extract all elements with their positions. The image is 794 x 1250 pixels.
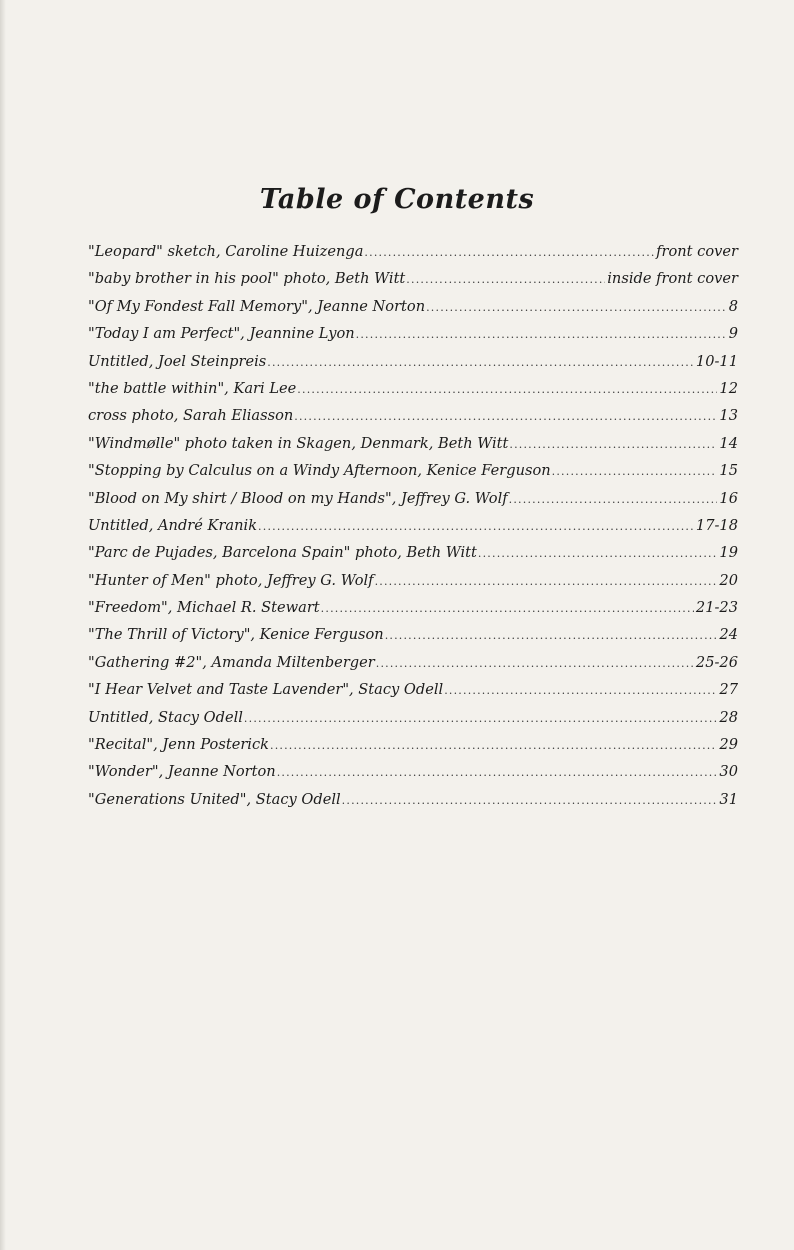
toc-entry xyxy=(88,709,738,736)
toc-entry xyxy=(88,298,738,325)
entry-title: "Recital", Jenn Posterick xyxy=(88,736,269,754)
dot-leader xyxy=(267,356,694,369)
entry-title: "Wonder", Jeanne Norton xyxy=(88,763,276,781)
toc-entry xyxy=(88,791,738,818)
page-title: Table of Contents xyxy=(259,184,535,216)
page-number: front cover xyxy=(656,243,738,260)
dot-leader xyxy=(509,438,717,451)
entry-title: "Generations United", Stacy Odell xyxy=(88,790,341,808)
dot-leader xyxy=(385,629,718,642)
entry-title: "Freedom", Michael R. Stewart xyxy=(88,599,320,617)
dot-leader xyxy=(244,712,718,725)
page-number: 9 xyxy=(728,325,738,343)
dot-leader xyxy=(426,301,727,314)
toc-entry xyxy=(88,517,738,544)
entry-title: Untitled, André Kranik xyxy=(88,516,258,534)
entry-title: "The Thrill of Victory", Kenice Ferguson xyxy=(88,626,384,644)
dot-leader xyxy=(356,328,727,341)
toc-entry xyxy=(88,654,738,681)
page-number: 8 xyxy=(728,297,738,315)
dot-leader xyxy=(277,766,718,779)
page-number: 21-23 xyxy=(695,599,738,617)
table-of-contents xyxy=(88,243,738,818)
entry-title: "Windmølle" photo taken in Skagen, Denmark, Beth Witt xyxy=(88,434,509,452)
entry-title: cross photo, Sarah Eliasson xyxy=(88,407,294,425)
toc-entry xyxy=(88,599,738,626)
entry-title: "Stopping by Calculus on a Windy Afternoon, Kenice Ferguson xyxy=(88,462,551,480)
entry-title: Untitled, Joel Steinpreis xyxy=(88,352,267,370)
entry-title: Untitled, Stacy Odell xyxy=(88,708,243,726)
entry-title: "Parc de Pujades, Barcelona Spain" photo, Beth Witt xyxy=(88,544,477,562)
page-number: 14 xyxy=(719,434,738,452)
toc-entry xyxy=(88,462,738,489)
dot-leader xyxy=(375,575,718,588)
page-number: inside front cover xyxy=(607,270,738,288)
dot-leader xyxy=(321,602,694,615)
dot-leader xyxy=(552,465,718,478)
entry-title: "Leopard" sketch, Caroline Huizenga xyxy=(88,243,364,260)
page-number: 29 xyxy=(719,736,738,754)
toc-entry xyxy=(88,270,738,297)
page-number: 10-11 xyxy=(695,352,738,370)
toc-entry xyxy=(88,572,738,599)
entry-title: "Hunter of Men" photo, Jeffrey G. Wolf xyxy=(88,571,374,589)
page-number: 25-26 xyxy=(695,653,738,671)
page-number: 17-18 xyxy=(695,516,738,534)
toc-entry xyxy=(88,736,738,763)
toc-entry xyxy=(88,243,738,270)
page-number: 20 xyxy=(719,571,738,589)
toc-entry xyxy=(88,353,738,380)
page-number: 28 xyxy=(719,708,738,726)
toc-entry xyxy=(88,763,738,790)
entry-title: "Today I am Perfect", Jeannine Lyon xyxy=(88,325,355,343)
dot-leader xyxy=(342,794,718,807)
toc-entry xyxy=(88,544,738,571)
dot-leader xyxy=(478,547,718,560)
toc-entry xyxy=(88,490,738,517)
page-number: 24 xyxy=(719,626,738,644)
dot-leader xyxy=(297,383,717,396)
toc-entry xyxy=(88,325,738,352)
entry-title: "Of My Fondest Fall Memory", Jeanne Norton xyxy=(88,297,426,315)
page-number: 19 xyxy=(719,544,738,562)
dot-leader xyxy=(509,493,718,506)
dot-leader xyxy=(294,410,717,423)
page-number: 27 xyxy=(719,681,738,699)
page-number: 12 xyxy=(719,379,738,397)
entry-title: "I Hear Velvet and Taste Lavender", Stacy Odell xyxy=(88,681,444,699)
dot-leader xyxy=(364,246,654,259)
toc-entry xyxy=(88,380,738,407)
dot-leader xyxy=(376,657,694,670)
page-number: 15 xyxy=(719,462,738,480)
toc-entry xyxy=(88,681,738,708)
dot-leader xyxy=(444,684,717,697)
entry-title: "baby brother in his pool" photo, Beth Witt xyxy=(88,270,406,288)
entry-title: "Gathering #2", Amanda Miltenberger xyxy=(88,653,375,671)
page-number: 16 xyxy=(719,489,738,507)
dot-leader xyxy=(258,520,694,533)
entry-title: "the battle within", Kari Lee xyxy=(88,379,297,397)
page-number: 31 xyxy=(719,790,738,808)
dot-leader xyxy=(406,273,605,286)
dot-leader xyxy=(270,739,717,752)
toc-entry xyxy=(88,626,738,653)
page-number: 13 xyxy=(719,407,738,425)
page-number: 30 xyxy=(719,763,738,781)
toc-entry xyxy=(88,435,738,462)
toc-entry xyxy=(88,407,738,434)
entry-title: "Blood on My shirt / Blood on my Hands", Jeffrey G. Wolf xyxy=(88,489,508,507)
